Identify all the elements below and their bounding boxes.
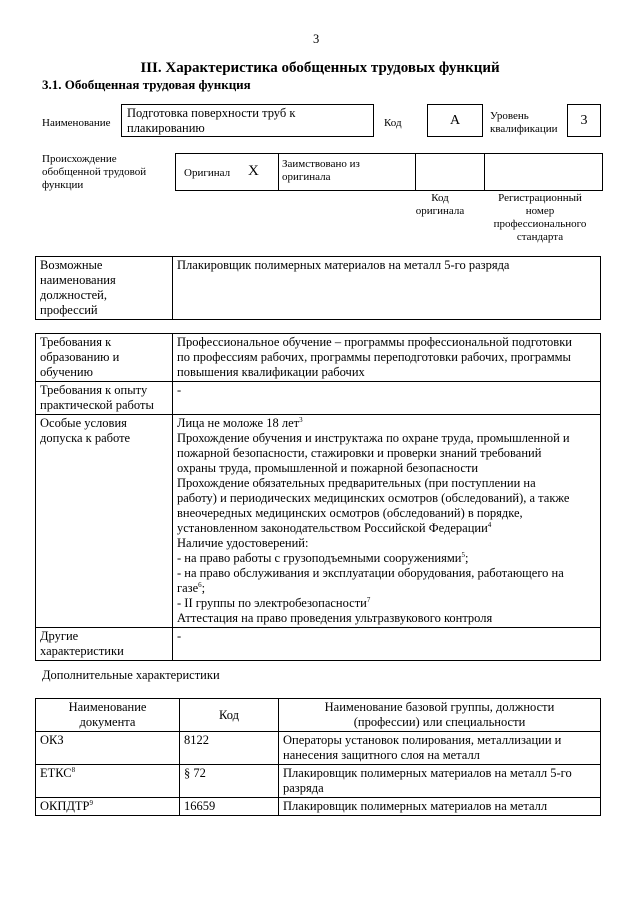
origin-label: Происхождение обобщенной трудовой функции <box>42 153 147 191</box>
positions-value: Плакировщик полимерных материалов на металл 5-го разряда <box>173 257 601 320</box>
level-value: 3 <box>567 104 601 137</box>
positions-table <box>35 256 601 320</box>
borrowed-label: Заимствовано из оригинала <box>282 158 360 183</box>
name-value-line: плакированию <box>127 121 205 135</box>
name-cell: Операторы установок полирования, металлизации и нанесения защитного слоя на металл <box>279 732 601 765</box>
origin-divider <box>415 154 416 190</box>
table-row <box>36 415 601 628</box>
code-label: Код <box>384 117 402 129</box>
name-value-box <box>121 104 374 137</box>
code-cell: 16659 <box>180 798 279 816</box>
original-mark: X <box>248 163 259 179</box>
col-header-name: Наименование базовой группы, должности (профессии) или специальности <box>279 699 601 732</box>
page-number: 3 <box>313 32 320 46</box>
name-cell: Плакировщик полимерных материалов на металл 5-го разряда <box>279 765 601 798</box>
doc-cell: ОКПДТР$^9$ <box>36 798 180 816</box>
education-label: Требования к образованию и обучению <box>36 334 173 382</box>
conditions-value: Лица не моложе 18 лет$^3$ Прохождение обучения и инструктажа по охране труда, промышленной и пожарной безопасности, стажировки и проверки знаний требований охраны труда, промышленной и пожарной безопасности Прохождение обязательных предварительных (при поступлении на работу) и периодических медицинских осмотров (обследований), а также внеочередных медицинских осмотров (обследований) в порядке, установленном законодательством Российской Федерации$^4$ Наличие удостоверений: - на право работы с грузоподъемными сооружениями$^5$; - на право обслуживания и эксплуатации оборудования, работающего на газе$^6$; - II группы по электробезопасности$^7$ Аттестация на право проведения ультразвукового контроля <box>173 415 601 628</box>
original-label: Оригинал <box>184 167 231 179</box>
other-label: Другие характеристики <box>36 628 173 661</box>
doc-cell: ОКЗ <box>36 732 180 765</box>
code-cell: § 72 <box>180 765 279 798</box>
table-header-row <box>36 699 601 732</box>
table-row <box>36 382 601 415</box>
table-row <box>36 765 601 798</box>
table-row <box>36 628 601 661</box>
col-header-document: Наименование документа <box>36 699 180 732</box>
experience-value: - <box>173 382 601 415</box>
doc-cell: ЕТКС$^8$ <box>36 765 180 798</box>
origin-divider <box>484 154 485 190</box>
subsection-title: 3.1. Обобщенная трудовая функция <box>42 77 251 92</box>
additional-table <box>35 698 601 816</box>
education-value: Профессиональное обучение – программы профессиональной подготовки по профессиям рабочих, программы переподготовки рабочих, программы повышения квалификации рабочих <box>173 334 601 382</box>
table-row <box>36 798 601 816</box>
col-header-code: Код <box>180 699 279 732</box>
conditions-label: Особые условия допуска к работе <box>36 415 173 628</box>
positions-label: Возможные наименования должностей, профессий <box>36 257 173 320</box>
additional-title: Дополнительные характеристики <box>42 668 220 682</box>
table-row <box>36 732 601 765</box>
code-value: А <box>427 104 483 137</box>
origin-table <box>175 153 603 191</box>
name-label: Наименование <box>42 117 111 129</box>
requirements-table <box>35 333 601 661</box>
table-row <box>36 257 601 320</box>
name-value-line: Подготовка поверхности труб к <box>127 106 296 120</box>
code-original-caption: Код оригинала <box>415 192 465 217</box>
table-row <box>36 334 601 382</box>
name-cell: Плакировщик полимерных материалов на металл <box>279 798 601 816</box>
origin-divider <box>278 154 279 190</box>
other-value: - <box>173 628 601 661</box>
section-title: III. Характеристика обобщенных трудовых функций <box>140 60 500 76</box>
reg-number-caption: Регистрационный номер профессионального стандарта <box>493 192 587 243</box>
level-label: Уровень квалификации <box>490 110 558 135</box>
experience-label: Требования к опыту практической работы <box>36 382 173 415</box>
code-cell: 8122 <box>180 732 279 765</box>
